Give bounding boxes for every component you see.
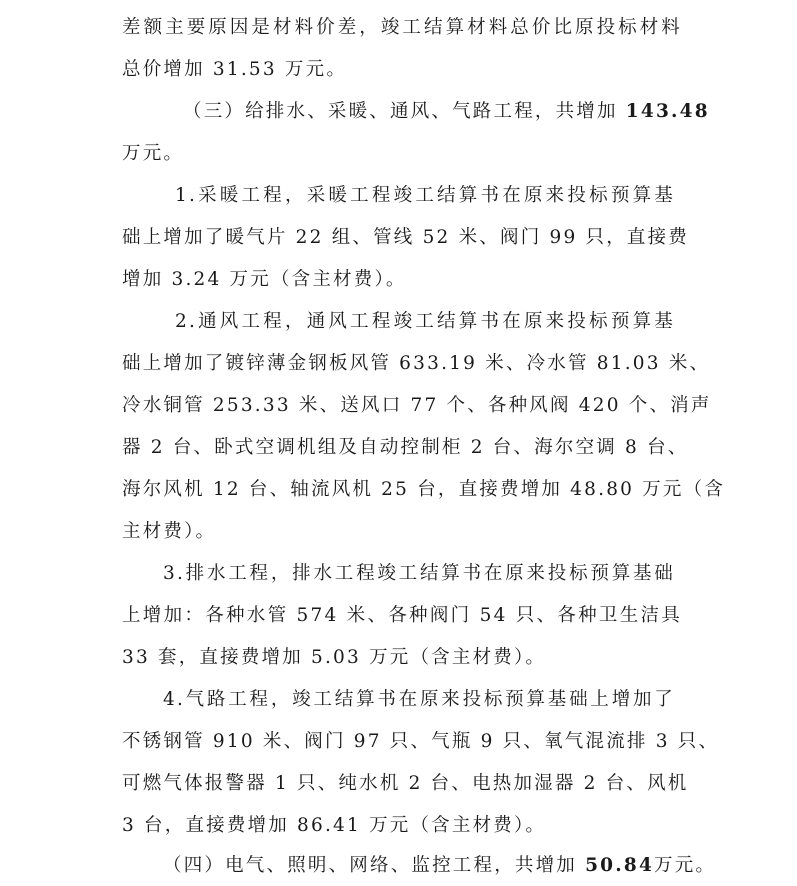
text-line: 础上增加了暖气片 22 组、管线 52 米、阀门 99 只，直接费 <box>122 227 690 248</box>
item-2-line: 2.通风工程，通风工程竣工结算书在原来投标预算基 <box>175 311 675 332</box>
text-line: 总价增加 31.53 万元。 <box>122 59 348 80</box>
text-line: 础上增加了镀锌薄金钢板风管 633.19 米、冷水管 81.03 米、 <box>122 353 711 374</box>
text-line: 冷水铜管 253.33 米、送风口 77 个、各种风阀 420 个、消声 <box>122 395 712 416</box>
text-line: 可燃气体报警器 1 只、纯水机 2 台、电热加湿器 2 台、风机 <box>122 773 689 794</box>
text-line: 海尔风机 12 台、轴流风机 25 台，直接费增加 48.80 万元（含 <box>122 479 726 500</box>
section-heading-4 <box>163 846 717 886</box>
heading-amount: 50.84 <box>585 855 655 876</box>
heading-text: （三）给排水、采暖、通风、气路工程，共增加 <box>183 101 626 122</box>
text-line: 器 2 台、卧式空调机组及自动控制柜 2 台、海尔空调 8 台、 <box>122 437 689 458</box>
text-line: 上增加：各种水管 574 米、各种阀门 54 只、各种卫生洁具 <box>122 605 682 626</box>
text-line: 差额主要原因是材料价差，竣工结算材料总价比原投标材料 <box>122 17 682 38</box>
text-line: 增加 3.24 万元（含主材费）。 <box>122 269 407 290</box>
text-line: 3 台，直接费增加 86.41 万元（含主材费）。 <box>122 815 547 836</box>
section-heading-3 <box>183 92 710 132</box>
heading-text: （四）电气、照明、网络、监控工程，共增加 <box>163 855 586 876</box>
text-line: 33 套，直接费增加 5.03 万元（含主材费）。 <box>122 647 547 668</box>
text-line: 不锈钢管 910 米、阀门 97 只、气瓶 9 只、氧气混流排 3 只、 <box>122 731 720 752</box>
heading-tail: 万元。 <box>654 855 717 876</box>
item-3-line: 3.排水工程，排水工程竣工结算书在原来投标预算基础 <box>163 563 675 584</box>
text-line: 万元。 <box>122 143 185 164</box>
text-line: 主材费）。 <box>122 521 217 542</box>
item-4-line: 4.气路工程，竣工结算书在原来投标预算基础上增加了 <box>163 689 675 710</box>
heading-amount: 143.48 <box>625 101 710 122</box>
item-1-line: 1.采暖工程，采暖工程竣工结算书在原来投标预算基 <box>175 185 675 206</box>
